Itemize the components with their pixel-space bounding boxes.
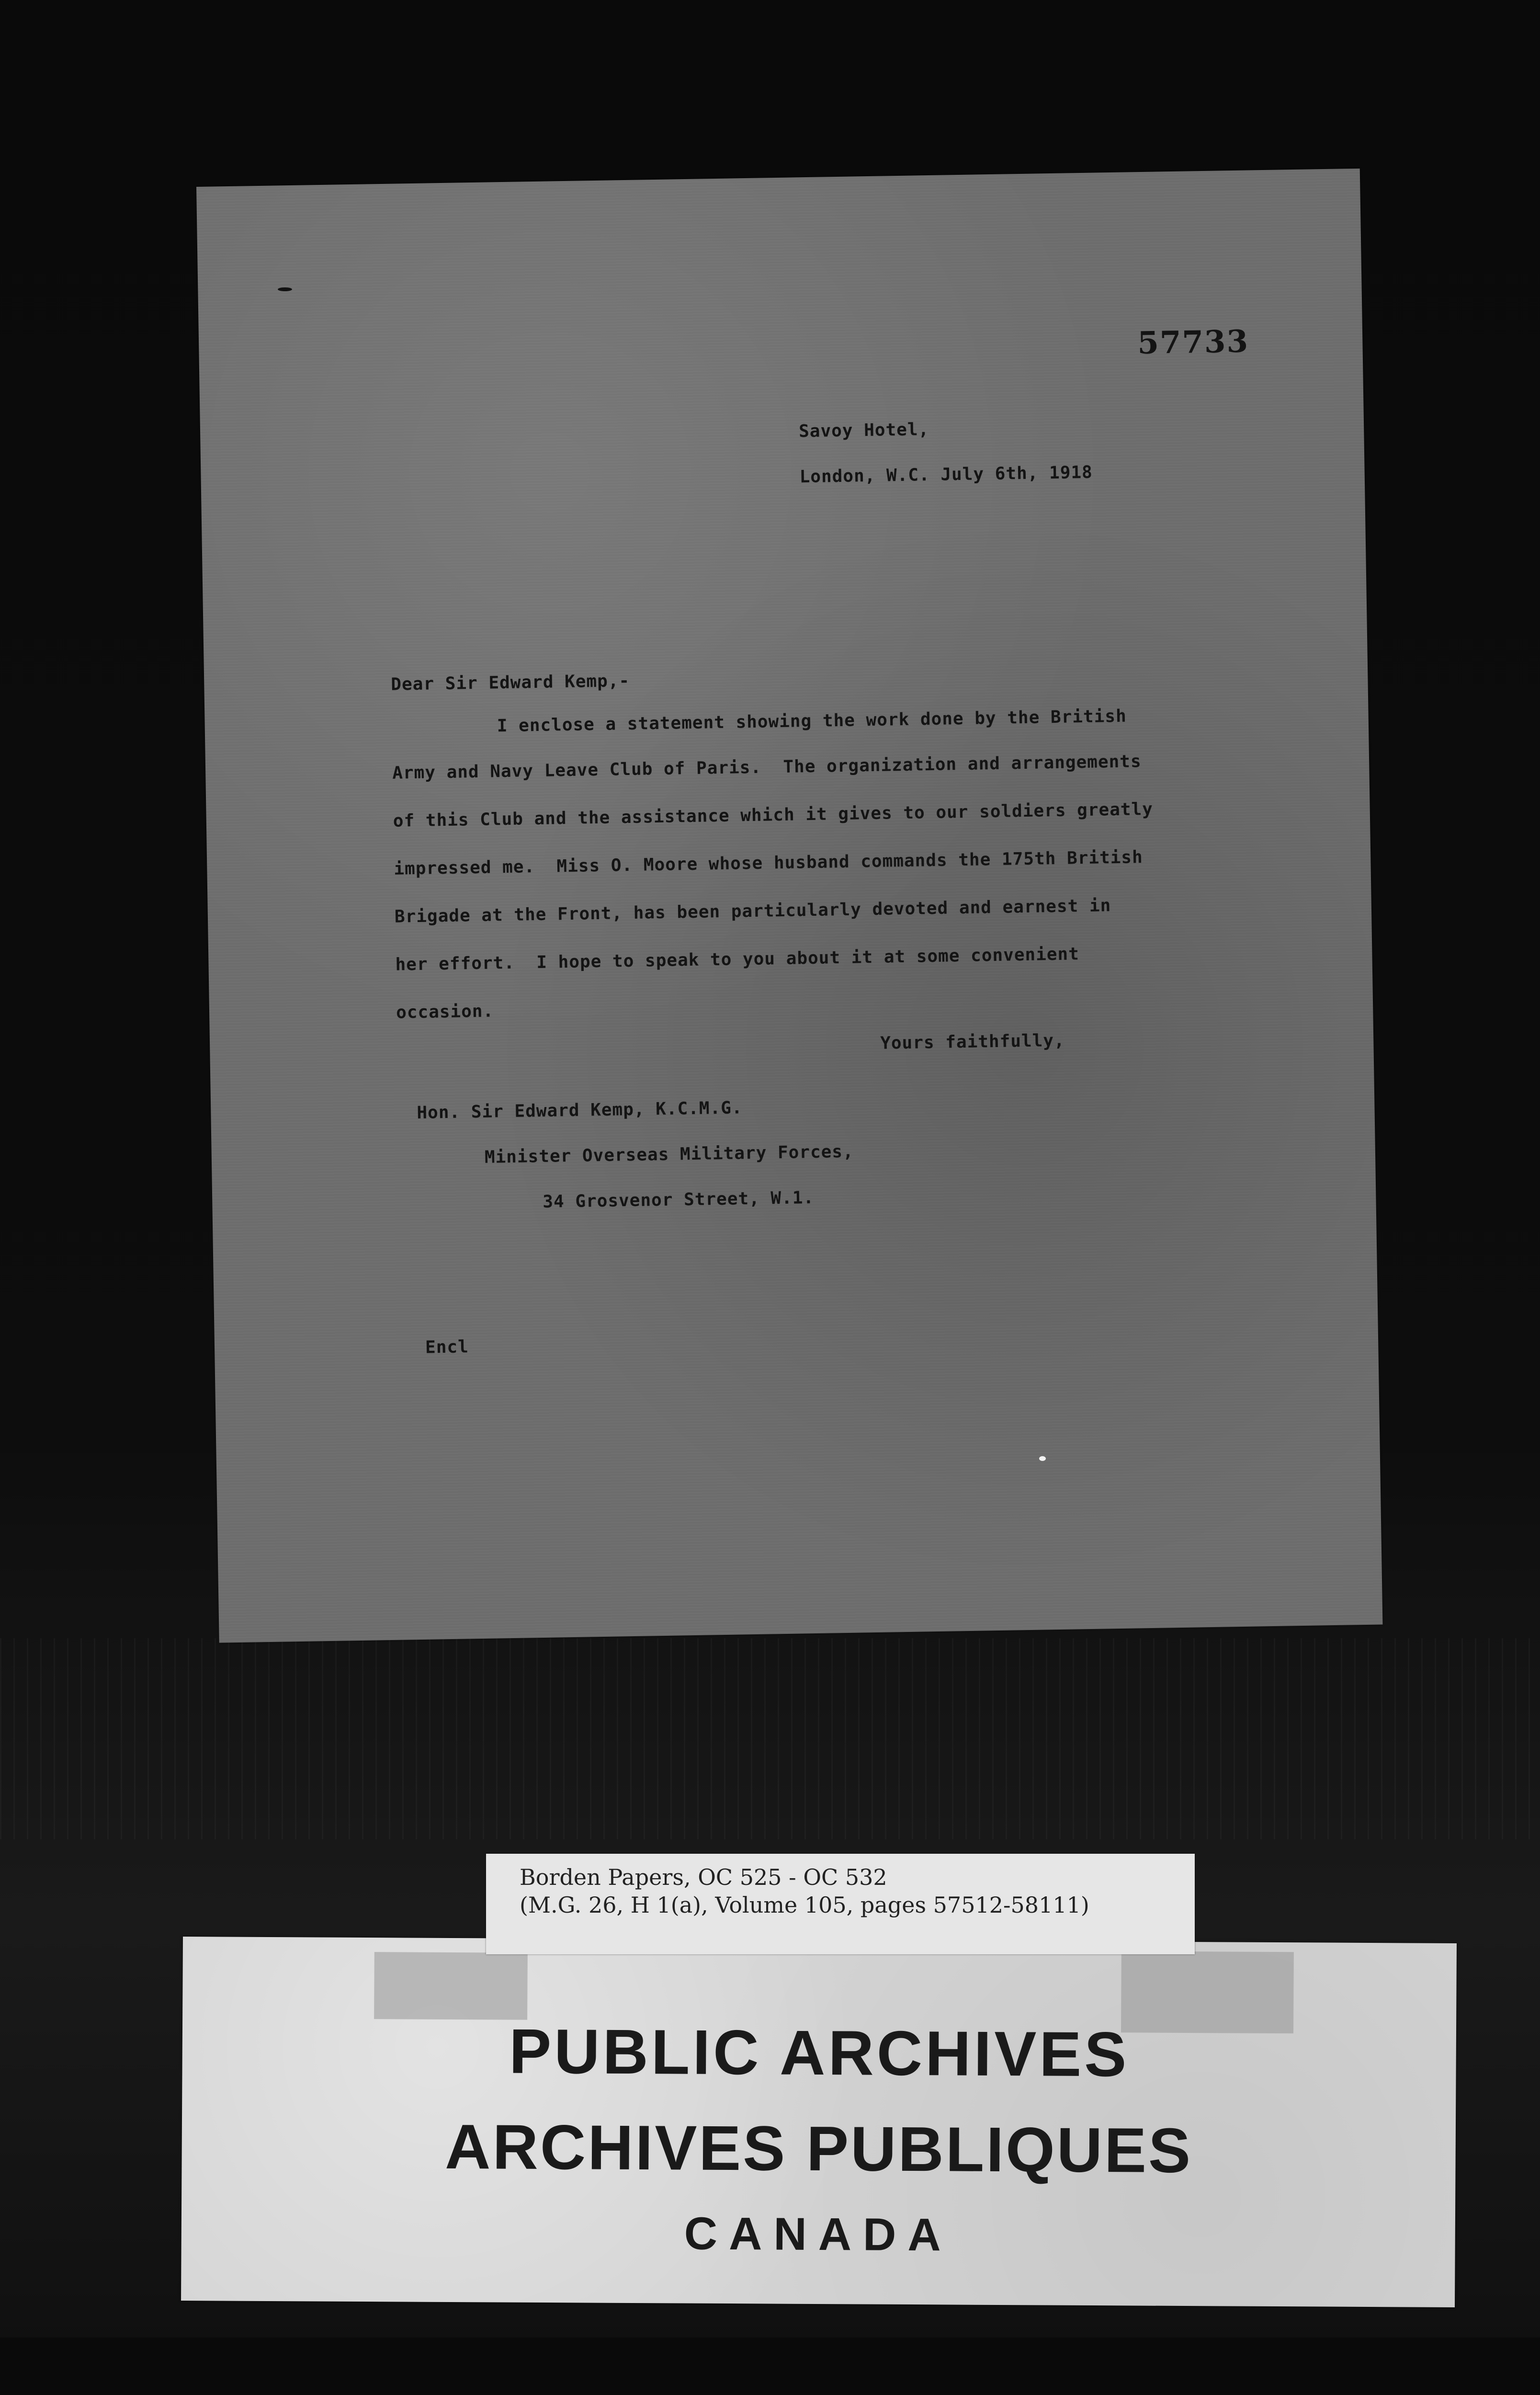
- film-edge: [0, 2338, 1540, 2395]
- body-line: impressed me. Miss O. Moore whose husband commands the 175th British: [394, 847, 1144, 879]
- body-line: her effort. I hope to speak to you about it at some convenient: [395, 944, 1080, 975]
- salutation: Dear Sir Edward Kemp,-: [391, 671, 630, 695]
- body-line: Army and Navy Leave Club of Paris. The organization and arrangements: [392, 752, 1142, 783]
- sender-address-date: London, W.C. July 6th, 1918: [799, 462, 1093, 487]
- recipient-title: Minister Overseas Military Forces,: [484, 1141, 854, 1167]
- banner-title-french: ARCHIVES PUBLIQUES: [444, 2111, 1193, 2186]
- tape-piece: [374, 1952, 528, 2020]
- banner-country: CANADA: [684, 2208, 953, 2261]
- film-speck: [1039, 1456, 1046, 1461]
- enclosure-note: Encl: [425, 1337, 469, 1357]
- sender-address-line-1: Savoy Hotel,: [798, 420, 929, 442]
- film-grain: [0, 1638, 1540, 1839]
- recipient-address: 34 Grosvenor Street, W.1.: [543, 1187, 815, 1212]
- body-line: occasion.: [396, 1001, 494, 1023]
- film-speck: [278, 287, 292, 291]
- body-line: Brigade at the Front, has been particularly devoted and earnest in: [394, 896, 1111, 927]
- body-line: of this Club and the assistance which it gives to our soldiers greatly: [393, 799, 1154, 831]
- body-line: I enclose a statement showing the work done by the British: [497, 706, 1127, 736]
- index-card-line-1: Borden Papers, OC 525 - OC 532: [520, 1864, 887, 1890]
- recipient-name: Hon. Sir Edward Kemp, K.C.M.G.: [417, 1098, 743, 1123]
- index-card-line-2: (M.G. 26, H 1(a), Volume 105, pages 57512-58111): [520, 1892, 1089, 1918]
- banner-title-english: PUBLIC ARCHIVES: [509, 2016, 1130, 2090]
- letter-sheet: [196, 169, 1382, 1643]
- index-card: [486, 1854, 1195, 1954]
- archive-banner: [181, 1937, 1457, 2307]
- closing: Yours faithfully,: [880, 1030, 1065, 1053]
- document-number: 57733: [1137, 323, 1249, 362]
